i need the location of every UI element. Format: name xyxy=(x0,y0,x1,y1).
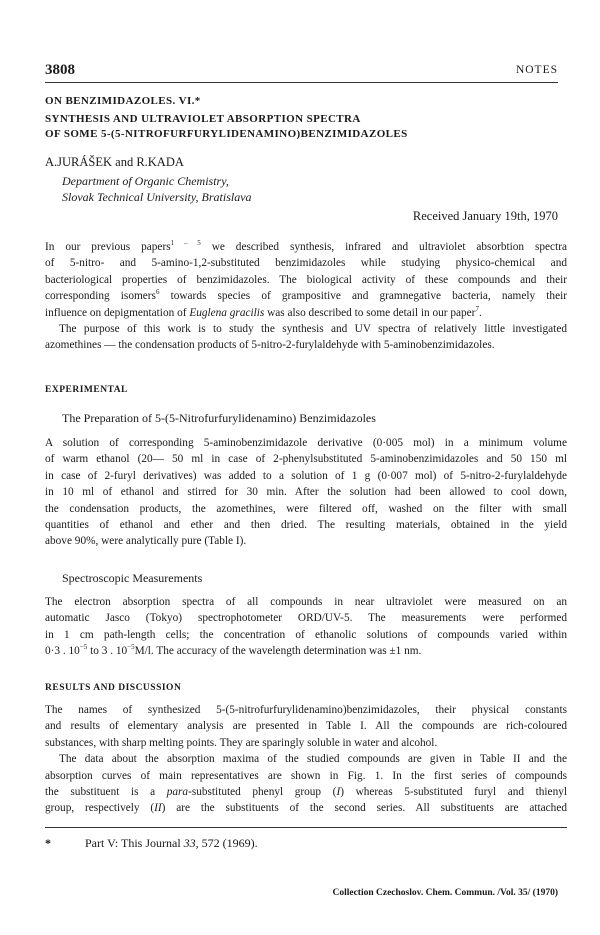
journal-citation: Collection Czechoslov. Chem. Commun. /Vol. 35/ (1970) xyxy=(332,888,558,898)
section-heading-results: RESULTS AND DISCUSSION xyxy=(45,683,182,693)
affiliation-line-1: Department of Organic Chemistry, xyxy=(62,174,229,188)
text-line: influence on depigmentation of Euglena gracilis was also described to some detail in our paper$^7$. xyxy=(45,304,482,319)
text-line: the condensation products, the azomethines, were filtered off, washed on the filter with small xyxy=(45,502,567,515)
text-line: and results of elementary analysis are presented in Table I. All the compounds are rich-coloured xyxy=(45,720,567,733)
text-line: A solution of corresponding 5-aminobenzimidazole derivative (0·005 mol) in a minimum volume xyxy=(45,437,567,449)
text-line: in 1 cm path-length cells; the concentration of ethanolic solutions of compounds varied within xyxy=(45,628,567,641)
results-paragraph xyxy=(45,702,567,817)
article-title-line-2: SYNTHESIS AND ULTRAVIOLET ABSORPTION SPECTRA xyxy=(45,113,361,125)
page-header xyxy=(45,62,558,80)
text-line: bacteriological properties of benzimidazoles. The biological activity of these compounds and their xyxy=(45,273,567,286)
text-line: In our previous papers$^{1 - 5}$ we described synthesis, infrared and ultraviolet absorbtion spectra xyxy=(45,239,567,253)
running-title: NOTES xyxy=(515,64,558,76)
text-line: group, respectively (II) are the substituents of the second series. All substituents are attached xyxy=(45,802,567,815)
text-line: substances, with sharp melting points. They are sparingly soluble in water and alcohol. xyxy=(45,736,438,749)
text-line: automatic Jasco (Tokyo) spectrophotometer ORD/UV-5. The measurements were performed xyxy=(45,612,567,625)
header-rule xyxy=(45,82,558,83)
subheading-spectroscopic: Spectroscopic Measurements xyxy=(62,571,203,585)
text-line: The electron absorption spectra of all compounds in near ultraviolet were measured on an xyxy=(45,596,567,608)
text-line: The data about the absorption maxima of the studied compounds are given in Table II and the xyxy=(59,753,567,766)
authors: A.JURÁŠEK and R.KADA xyxy=(45,155,184,169)
text-line: The names of synthesized 5-(5-nitrofurfurylidenamino)benzimidazoles, their physical constants xyxy=(45,704,567,716)
text-line: quantities of ethanol and ether and then dried. The resulting materials, obtained in the yield xyxy=(45,519,567,532)
footnote: * Part V: This Journal 33, 572 (1969). xyxy=(45,836,258,850)
section-heading-experimental: EXPERIMENTAL xyxy=(45,385,128,395)
text-line: corresponding isomers$^6$ towards species of grampositive and gramnegative bacteria, namely their xyxy=(45,288,567,303)
text-line: of warm ethanol (20— 50 ml in case of 2-phenylsubstituted 5-aminobenzimidazoles and 50 150 ml xyxy=(45,453,567,466)
experimental-paragraph xyxy=(45,435,567,550)
text-line: in 10 ml of ethanol and stirred for 30 min. After the solution had been allowed to cool down, xyxy=(45,486,567,499)
subheading-preparation: The Preparation of 5-(5-Nitrofurfurylidenamino) Benzimidazoles xyxy=(62,411,376,425)
text-line: 0·3 . $10^{-5}$ to 3 . $10^{-5}M/l$. The accuracy of the wavelength determination was ±1 nm. xyxy=(45,643,422,658)
text-line: azomethines — the condensation products of 5-nitro-2-furylaldehyde with 5-aminobenzimidazoles. xyxy=(45,339,495,352)
text-line: absorption curves of main representatives are shown in Fig. 1. In the first series of compounds xyxy=(45,769,567,782)
text-line: the substituent is a para-substituted phenyl group (I) whereas 5-substituted furyl and thienyl xyxy=(45,786,568,799)
text-line: in case of 2-furyl derivatives) was added to a solution of 1 g (0·007 mol) of 5-nitro-2-furylaldehyde xyxy=(45,469,567,482)
received-date: Received January 19th, 1970 xyxy=(412,209,558,223)
affiliation-line-2: Slovak Technical University, Bratislava xyxy=(62,190,252,204)
footnote-mark: * xyxy=(45,836,51,850)
intro-paragraph xyxy=(45,239,567,354)
article-title-line-3: OF SOME 5-(5-NITROFURFURYLIDENAMINO)BENZIMIDAZOLES xyxy=(45,128,408,140)
text-line: The purpose of this work is to study the synthesis and UV spectra of relatively little investigated xyxy=(59,323,567,336)
species-name: Euglena gracilis xyxy=(189,306,265,319)
page-number: 3808 xyxy=(45,62,75,78)
footnote-rule xyxy=(45,827,567,828)
text-line: above 90%, were analytically pure (Table I). xyxy=(45,535,247,548)
text-line: of 5-nitro- and 5-amino-1,2-substituted benzimidazoles while studying physico-chemical and xyxy=(45,257,567,270)
spectroscopic-paragraph xyxy=(45,594,567,660)
article-title-line-1: ON BENZIMIDAZOLES. VI.* xyxy=(45,95,201,107)
